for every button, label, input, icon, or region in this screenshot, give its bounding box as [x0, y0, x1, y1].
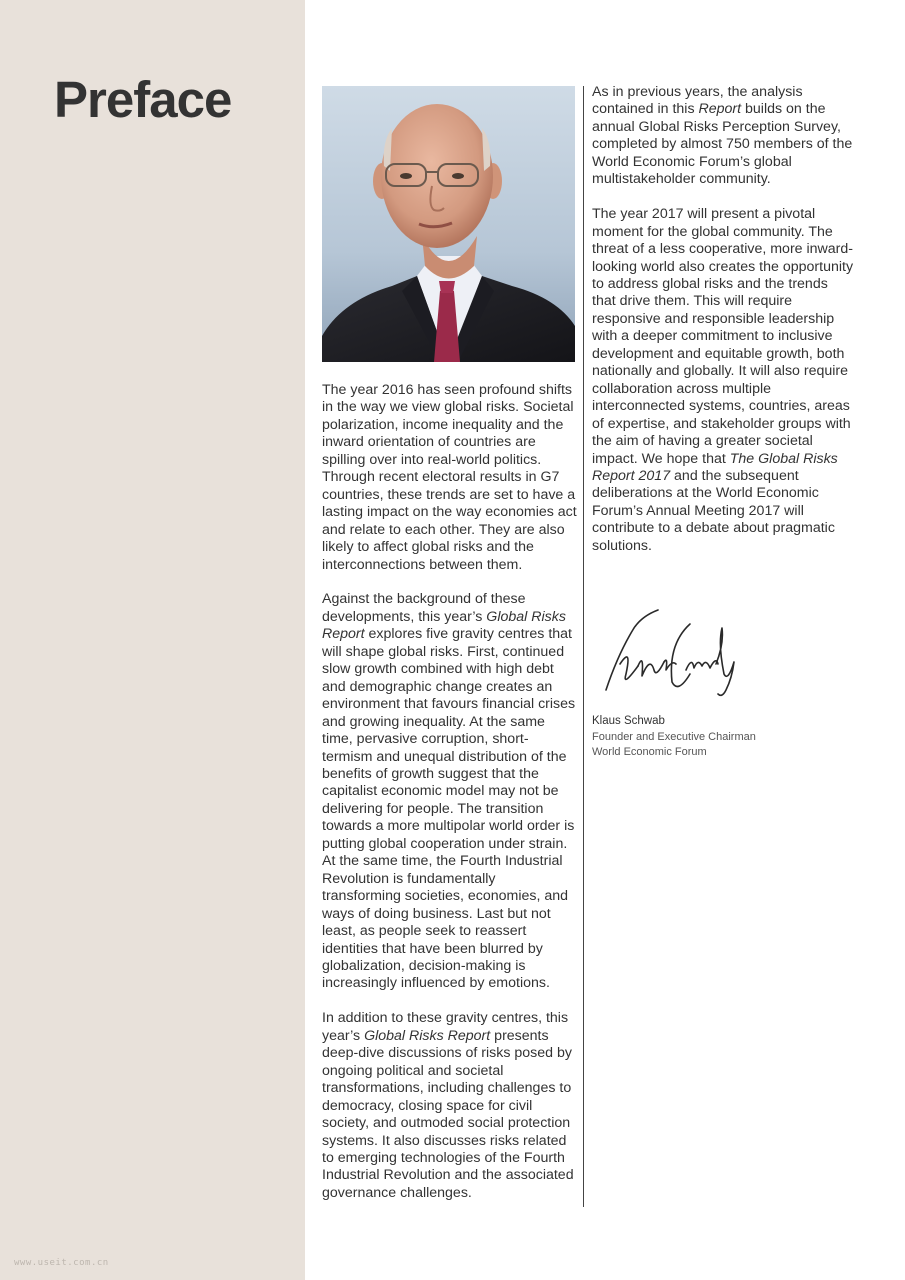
report-title: Global Risks Report — [364, 1027, 491, 1044]
text-run: The year 2017 will present a pivotal moment for the global community. The threat of a less cooperative, more inward-looking world also creates the opportunity to address global risks and the trends that drive them. This will require responsive and responsible leadership with a deeper commitment to inclusive development and equitable growth, both nationally and globally. It will also require collaboration across multiple interconnected systems, countries, areas of expertise, and stakeholder groups with the aim of having a greater societal impact. We hope that — [592, 206, 854, 467]
text-run: As in previous years, the analysis contained in this — [592, 84, 803, 118]
signer-title: Founder and Executive Chairman — [592, 730, 756, 743]
report-title: The Global Risks Report 2017 — [592, 450, 838, 485]
text-run: builds on the annual Global Risks Perception Survey, completed by almost 750 members of the World Economic Forum’s global multistakeholder community. — [592, 101, 853, 188]
paragraph — [592, 84, 854, 189]
paragraph — [322, 1010, 578, 1202]
text-run: explores five gravity centres that will shape global risks. First, continued slow growth combined with high debt and demographic change creates an environment that favours financial crises and growing inequality. At the same time, pervasive corruption, short-termism and unequal distribution of the benefits of growth suggest that the capitalist economic model may not be delivering for people. The transition towards a more multipolar world order is putting global cooperation under strain. At the same time, the Fourth Industrial Revolution is fundamentally transforming societies, economies, and ways of doing business. Last but not least, as people seek to reassert identities that have been blurred by globalization, decision-making is increasingly influenced by emotions. — [322, 626, 576, 992]
signature-block — [592, 714, 756, 761]
signature-image — [598, 604, 743, 700]
report-title: Report — [698, 101, 742, 118]
watermark: www.useit.com.cn — [14, 1258, 109, 1268]
side-panel — [0, 0, 305, 1280]
page-title: Preface — [54, 71, 232, 128]
right-column — [592, 84, 854, 573]
column-divider — [583, 86, 584, 1207]
paragraph: The year 2016 has seen profound shifts in the way we view global risks. Societal polarization, income inequality and the inward orientation of countries are spilling over into real-world politics. Through recent electoral results in G7 countries, these trends are set to have a lasting impact on the way economies act and relate to each other. They are also likely to affect global risks and the interconnections between them. — [322, 382, 577, 573]
text-run: and the subsequent deliberations at the World Economic Forum’s Annual Meeting 2017 will contribute to a debate about pragmatic solutions. — [592, 468, 835, 554]
text-run: Against the background of these developments, this year’s — [322, 591, 526, 625]
paragraph — [592, 206, 854, 555]
signer-name: Klaus Schwab — [592, 715, 665, 727]
signer-organization: World Economic Forum — [592, 746, 707, 758]
portrait-photo — [322, 86, 575, 362]
left-column — [322, 382, 578, 1220]
paragraph — [322, 591, 578, 992]
report-title: Global Risks Report — [322, 608, 566, 643]
text-run: presents deep-dive discussions of risks posed by ongoing political and societal transformations, including challenges to democracy, closing space for civil society, and outmoded social protection systems. It also discusses risks related to emerging technologies of the Fourth Industrial Revolution and the associated governance challenges. — [322, 1027, 574, 1201]
text-run: In addition to these gravity centres, this year’s — [322, 1010, 569, 1044]
